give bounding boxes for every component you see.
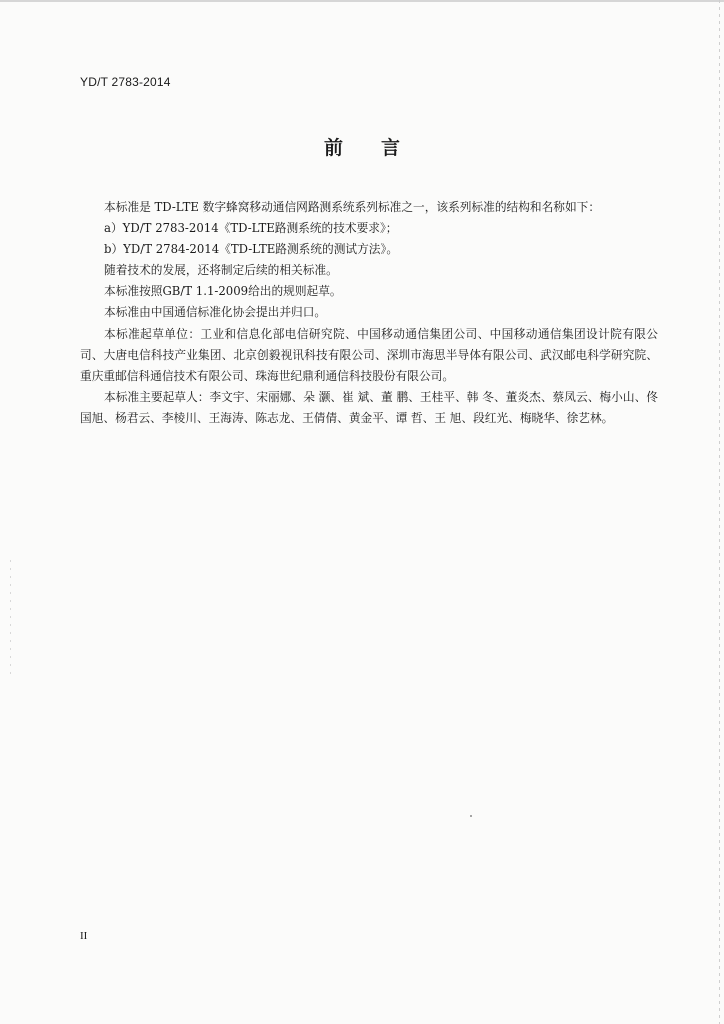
page-title: 前言: [323, 137, 438, 159]
page-number: II: [80, 930, 88, 942]
paragraph-drafting-organizations: 本标准起草单位：工业和信息化部电信研究院、中国移动通信集团公司、中国移动通信集团设计院有限公司、大唐电信科技产业集团、北京创毅视讯科技有限公司、深圳市海思半导体有限公司、武汉邮电科学研究院、重庆重邮信科通信技术有限公司、珠海世纪鼎利通信科技股份有限公司。: [80, 326, 658, 383]
list-item-standard-a: a）YD/T 2783-2014《TD-LTE路测系统的技术要求》；: [104, 221, 398, 236]
paragraph-drafting-rules: 本标准按照GB/T 1.1-2009给出的规则起草。: [104, 284, 342, 299]
list-item-standard-b: b）YD/T 2784-2014《TD-LTE路测系统的测试方法》。: [104, 242, 399, 257]
paragraph-proposer: 本标准由中国通信标准化协会提出并归口。: [104, 305, 327, 320]
paragraph-drafters: 本标准主要起草人：李文宇、宋丽娜、朵 灏、崔 斌、董 鹏、王桂平、韩 冬、董炎杰、蔡凤云、梅小山、佟国旭、杨君云、李棱川、王海涛、陈志龙、王倩倩、黄金平、谭 哲、王 旭、段红光、梅晓华、徐艺林。: [80, 389, 658, 425]
scan-speck: [470, 815, 472, 817]
scan-edge-left: [10, 560, 11, 680]
paragraph-future-standards: 随着技术的发展，还将制定后续的相关标准。: [104, 263, 338, 278]
paragraph-series-intro: 本标准是 TD-LTE 数字蜂窝移动通信网路测系统系列标准之一，该系列标准的结构和名称如下：: [104, 200, 601, 214]
scan-edge-top: [0, 0, 724, 2]
foreword-body: [80, 197, 658, 429]
document-code: YD/T 2783-2014: [80, 75, 171, 89]
